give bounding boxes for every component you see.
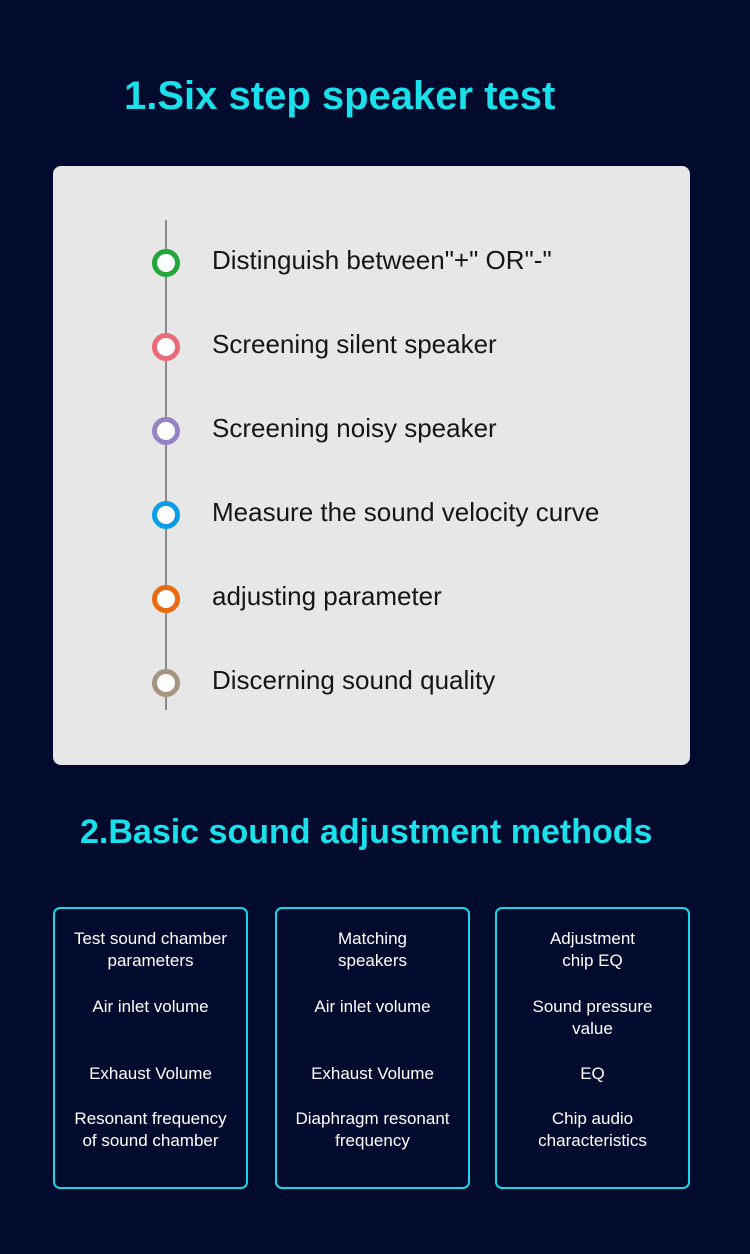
- step-item: [53, 495, 690, 535]
- box-item: Air inlet volume: [314, 997, 431, 1016]
- box-item: Exhaust Volume: [311, 1064, 434, 1083]
- section-title-six-step-test: 1.Six step speaker test: [124, 74, 556, 118]
- step-item: [53, 663, 690, 703]
- method-box-sound-chamber: [53, 907, 248, 1189]
- step-item: [53, 579, 690, 619]
- step-marker-icon: [152, 333, 180, 361]
- step-label: Screening silent speaker: [212, 329, 497, 359]
- step-item: [53, 411, 690, 451]
- box-item: Air inlet volume: [92, 997, 209, 1016]
- box-heading: Adjustment chip EQ: [549, 929, 636, 970]
- step-marker-icon: [152, 249, 180, 277]
- box-item: Sound pressure value: [532, 997, 653, 1038]
- step-marker-icon: [152, 669, 180, 697]
- box-item: Chip audio characteristics: [538, 1109, 647, 1150]
- step-label: Distinguish between"+" OR"-": [212, 245, 552, 275]
- step-item: [53, 327, 690, 367]
- box-item: Diaphragm resonant frequency: [295, 1109, 450, 1150]
- step-label: Discerning sound quality: [212, 665, 496, 695]
- step-marker-icon: [152, 585, 180, 613]
- method-box-chip-eq: [495, 907, 690, 1189]
- box-heading: Test sound chamber parameters: [73, 929, 228, 970]
- step-label: adjusting parameter: [212, 581, 442, 611]
- section-title-adjustment-methods: 2.Basic sound adjustment methods: [80, 813, 653, 851]
- box-heading: Matching speakers: [338, 929, 407, 970]
- box-item: Exhaust Volume: [89, 1064, 212, 1083]
- method-box-matching-speakers: [275, 907, 470, 1189]
- step-marker-icon: [152, 501, 180, 529]
- step-marker-icon: [152, 417, 180, 445]
- six-step-card: [53, 166, 690, 765]
- box-item: EQ: [580, 1064, 605, 1083]
- step-label: Screening noisy speaker: [212, 413, 497, 443]
- step-label: Measure the sound velocity curve: [212, 497, 600, 527]
- box-item: Resonant frequency of sound chamber: [74, 1109, 227, 1150]
- step-item: [53, 243, 690, 283]
- timeline-line: [165, 220, 167, 710]
